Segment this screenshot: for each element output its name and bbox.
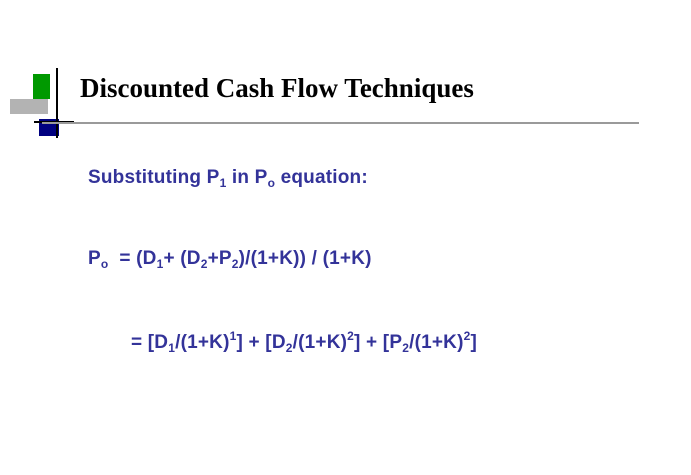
line1-text-b: in P	[226, 167, 268, 188]
eq-d2-subscript: 2	[200, 257, 208, 271]
exp-t3: ] + [D	[236, 332, 286, 353]
exp-e3: 2	[463, 329, 471, 343]
exp-t6: /(1+K)	[409, 332, 464, 353]
exp-t4: /(1+K)	[292, 332, 348, 353]
exp-t2: /(1+K)	[175, 332, 230, 353]
eq-d1-subscript: 1	[156, 257, 164, 271]
eq-plus-p: +P	[207, 248, 232, 269]
line1-text-c: equation:	[275, 167, 368, 188]
eq-equals: = (D	[108, 248, 157, 269]
eq-rest: )/(1+K)) / (1+K)	[238, 248, 372, 269]
substitution-statement	[88, 167, 368, 190]
title-divider	[42, 122, 639, 124]
exp-s3: 2	[402, 341, 410, 355]
eq-p: P	[88, 248, 101, 269]
exp-t1: = [D	[131, 332, 169, 353]
eq-p2-subscript: 2	[231, 257, 239, 271]
exp-e2: 2	[347, 329, 355, 343]
exp-s1: 1	[168, 341, 176, 355]
exp-t7: ]	[470, 332, 478, 353]
line1-subscript-b: o	[267, 176, 276, 190]
price-equation	[88, 248, 372, 271]
line1-subscript-a: 1	[219, 176, 227, 190]
exp-s2: 2	[285, 341, 293, 355]
slide-title: Discounted Cash Flow Techniques	[80, 73, 474, 103]
eq-p-subscript: o	[100, 257, 109, 271]
expanded-equation	[131, 329, 477, 355]
exp-t5: ] + [P	[354, 332, 403, 353]
exp-e1: 1	[229, 329, 237, 343]
eq-plus-d: + (D	[163, 248, 201, 269]
slide-logo-icon	[8, 68, 78, 138]
line1-text-a: Substituting P	[88, 167, 220, 188]
